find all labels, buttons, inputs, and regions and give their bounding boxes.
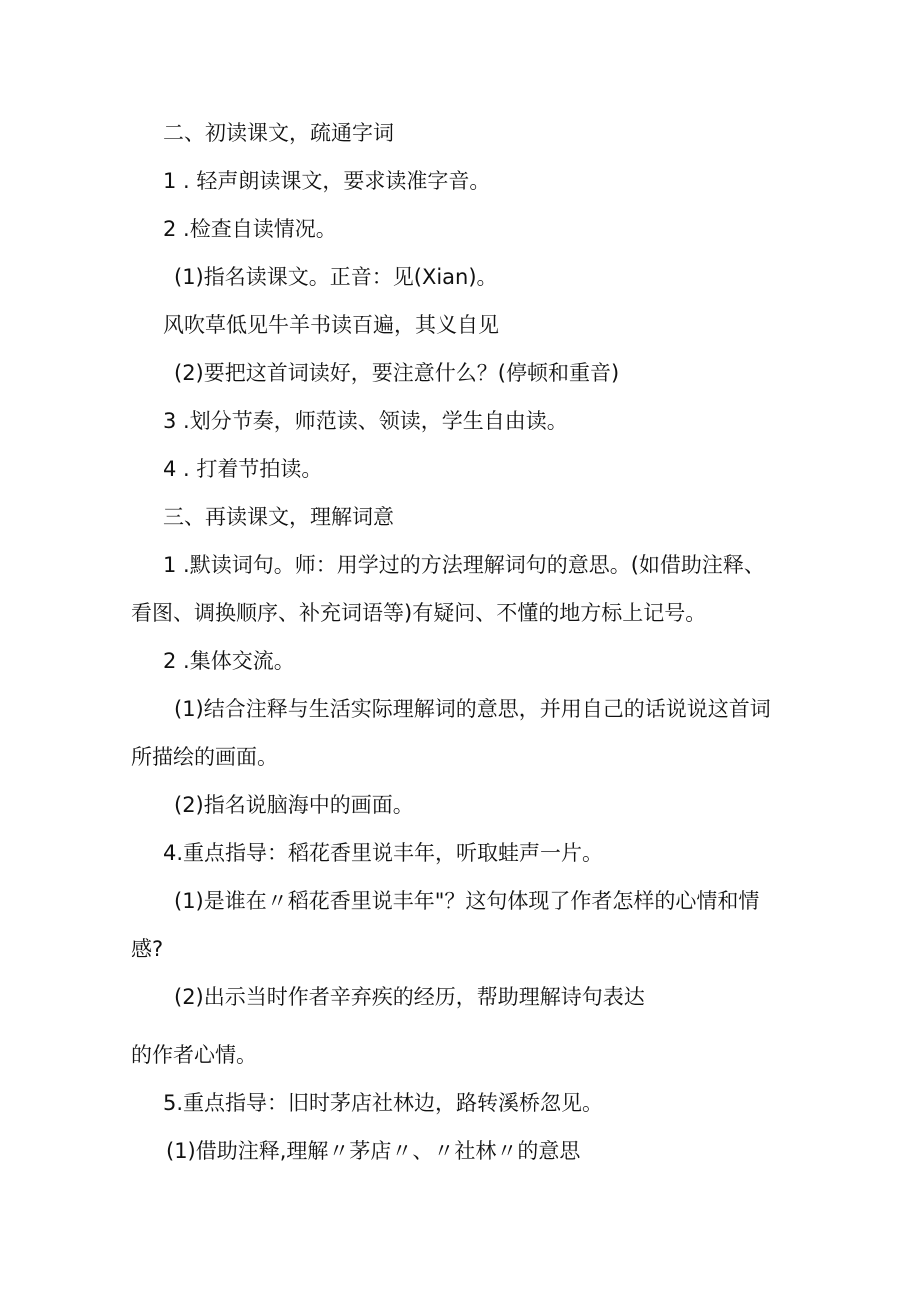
sub-step-pause-stress: (2)要把这首词读好，要注意什么？(停顿和重音) (174, 361, 620, 385)
sub-step-author-experience: (2)出示当时作者辛弃疾的经历，帮助理解诗句表达 (174, 985, 645, 1009)
step-1-read-aloud: 1 . 轻声朗读课文，要求读准字音。 (163, 169, 491, 193)
step-2-group-discussion: 2 .集体交流。 (163, 649, 295, 673)
section-heading-re-reading: 三、再读课文，理解词意 (163, 505, 394, 529)
step-4-beat-reading: 4 . 打着节拍读。 (163, 457, 323, 481)
step-1-silent-reading-cont: 看图、调换顺序、补充词语等)有疑问、不懂的地方标上记号。 (131, 601, 707, 625)
step-2-check-reading: 2 .检查自读情况。 (163, 217, 337, 241)
sub-step-who-speaks: (1)是谁在〃稻花香里说丰年"？这句体现了作者怎样的心情和情 (174, 889, 760, 913)
step-1-silent-reading: 1 .默读词句。师：用学过的方法理解词句的意思。(如借助注释、 (163, 553, 765, 577)
sub-step-pronunciation: (1)指名读课文。正音：见(Xian)。 (174, 265, 498, 289)
step-3-rhythm: 3 .划分节奏，师范读、领读，学生自由读。 (163, 409, 568, 433)
sub-step-author-experience-cont: 的作者心情。 (131, 1043, 257, 1067)
section-heading-first-reading: 二、初读课文，疏通字词 (163, 121, 394, 145)
example-line: 风吹草低见牛羊书读百遍，其义自见 (163, 313, 499, 337)
step-4-key-guidance: 4.重点指导：稻花香里说丰年，听取蛙声一片。 (163, 841, 604, 865)
sub-step-understand-meaning: (1)结合注释与生活实际理解词的意思，并用自己的话说说这首词 (174, 697, 771, 721)
sub-step-annotation: (1)借助注释,理解〃茅店〃、〃社林〃的意思 (166, 1139, 581, 1163)
step-5-key-guidance: 5.重点指导：旧时茅店社林边，路转溪桥忽见。 (163, 1091, 604, 1115)
sub-step-who-speaks-cont: 感? (131, 937, 164, 961)
sub-step-describe-scene: (2)指名说脑海中的画面。 (174, 793, 414, 817)
sub-step-understand-meaning-cont: 所描绘的画面。 (131, 745, 278, 769)
